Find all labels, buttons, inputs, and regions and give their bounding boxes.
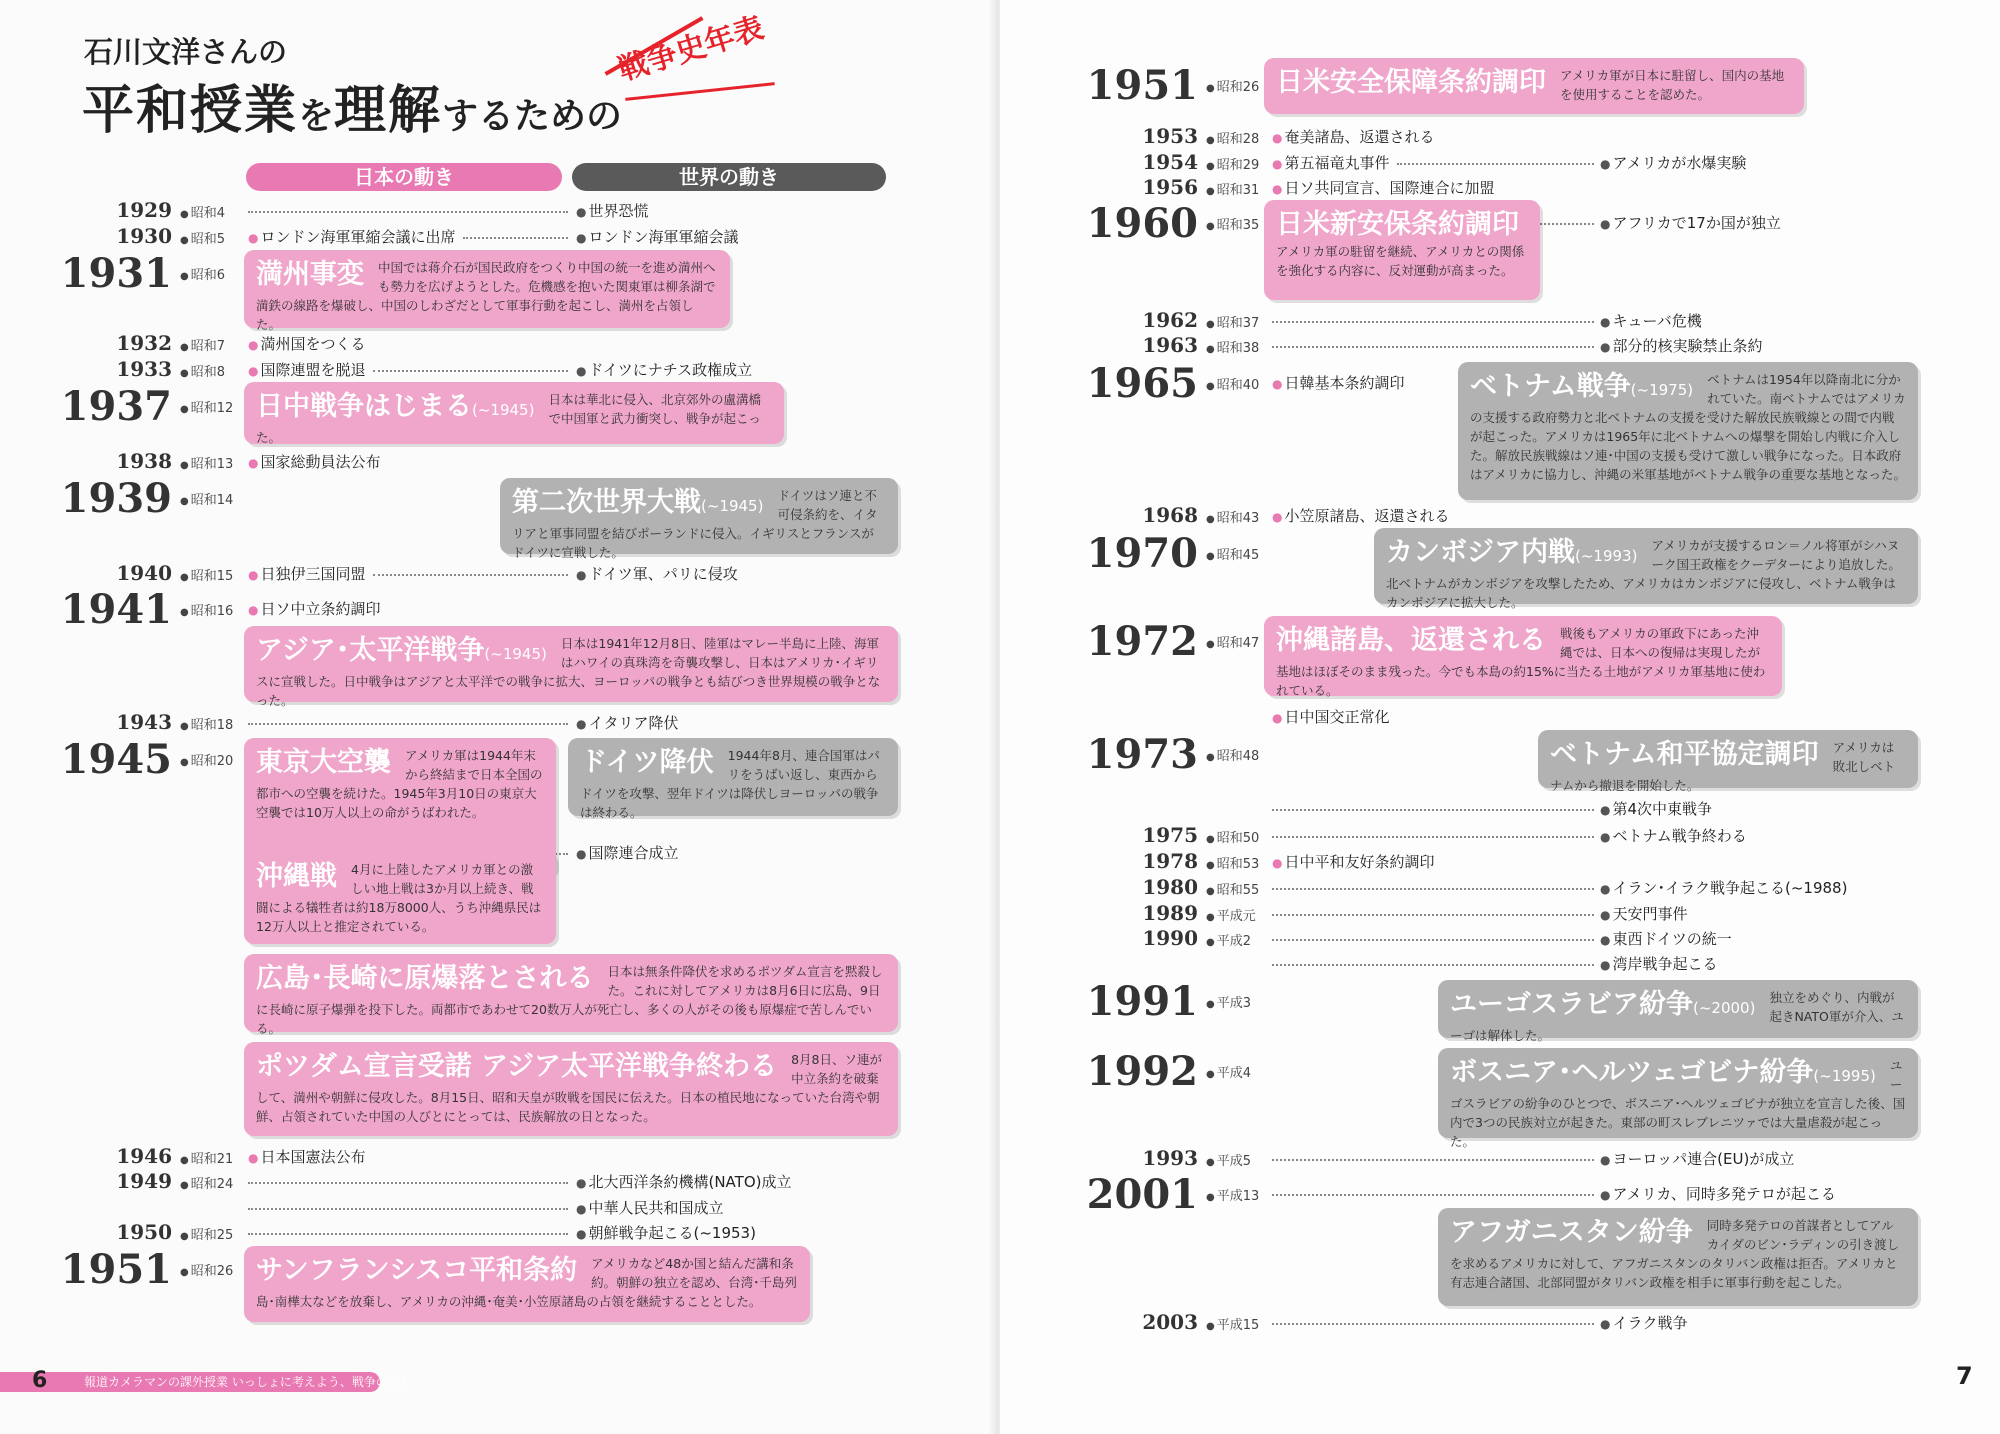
event-title — [256, 1254, 577, 1288]
era-label: ● 昭和31 — [1206, 179, 1259, 198]
world-event: ● 中華人民共和国成立 — [576, 1197, 724, 1218]
event-range: (~1995) — [1813, 1067, 1876, 1085]
event-description: 日本は1941年12月8日、陸軍はマレー半島に上陸、海軍はハワイの真珠湾を奇襲攻撃し、日本はアメリカ･イギリスに宣戦した。日中戦争はアジアと太平洋での戦争に拡大、ヨーロッパの戦争とも結びつき世界規模の戦争となった。 — [256, 636, 881, 708]
event-description: 1944年8月、連合国軍はパリをうばい返し、東西からドイツを攻撃、翌年ドイツは降伏しヨーロッパの戦争は終わる。 — [580, 748, 880, 820]
era-label: ● 昭和5 — [180, 228, 225, 247]
year-label: 1933 — [116, 357, 172, 381]
event-description: 8月8日、ソ連が中立条約を破棄して、満州や朝鮮に侵攻した。8月15日、昭和天皇が敗戦を国民に伝えた。日本の植民地になっていた台湾や朝鮮、占領されていた中国の人びとにとっては、民族解放の日となった。 — [256, 1052, 882, 1124]
year-label: 1978 — [1142, 849, 1198, 873]
header-japan: 日本の動き — [246, 163, 562, 191]
japan-event: ● 日独伊三国同盟 — [248, 563, 366, 584]
event-description: アメリカが支援するロン＝ノル将軍がシハヌーク国王政権をクーデターにより追放した。北ベトナムがカンボジアを攻撃したため、アメリカはカンボジアに侵攻し、ベトナム戦争はカンボジアに拡大した。 — [1386, 538, 1901, 610]
event-title — [256, 390, 534, 427]
era-label: ● 昭和20 — [180, 750, 233, 769]
right-event-boxes — [1000, 0, 2000, 1434]
era-label: ● 昭和26 — [180, 1260, 233, 1279]
event-range: (~1945) — [484, 645, 547, 663]
era-label: ● 昭和24 — [180, 1173, 233, 1192]
era-label: ● 昭和35 — [1206, 214, 1259, 233]
world-event: ● キューバ危機 — [1600, 310, 1702, 331]
world-event: ● 東西ドイツの統一 — [1600, 928, 1732, 949]
year-label: 1970 — [1086, 530, 1198, 577]
year-label: 1968 — [1142, 503, 1198, 527]
world-event: ● ロンドン海軍軍縮会議 — [576, 226, 739, 247]
event-box — [244, 1246, 810, 1322]
year-label: 1963 — [1142, 333, 1198, 357]
year-label: 2001 — [1086, 1171, 1198, 1218]
year-label: 1962 — [1142, 308, 1198, 332]
event-description: 日本は無条件降伏を求めるポツダム宣言を黙殺した。これに対してアメリカは8月6日に広島、9日に長崎に原子爆弾を投下した。両都市であわせて20数万人が死亡し、多くの人がその後も原爆症で苦しんでいる。 — [256, 964, 883, 1036]
world-event: ● イタリア降伏 — [576, 712, 679, 733]
event-title — [1276, 66, 1546, 100]
japan-event: ● 日中国交正常化 — [1272, 706, 1390, 727]
year-label: 1990 — [1142, 926, 1198, 950]
year-label: 1931 — [60, 250, 172, 297]
event-title-text: 東京大空襲 — [256, 747, 391, 778]
event-title — [1386, 536, 1637, 573]
year-label: 1946 — [116, 1144, 172, 1168]
event-title-text: 広島･長崎に原爆落とされる — [256, 963, 594, 994]
left-event-boxes — [0, 0, 996, 1434]
world-event: ● 湾岸戦争起こる — [1600, 953, 1718, 974]
event-title — [1276, 208, 1519, 242]
era-label: ● 昭和48 — [1206, 745, 1259, 764]
event-description: ドイツはソ連と不可侵条約を、イタリアと軍事同盟を結びポーランドに侵入。イギリスとフランスがドイツに宣戦した。 — [512, 488, 878, 560]
era-label: ● 昭和45 — [1206, 544, 1259, 563]
event-box — [244, 852, 556, 944]
event-title — [1450, 1216, 1693, 1250]
event-box — [1438, 1048, 1918, 1149]
event-title-text: 満州事変 — [256, 259, 364, 290]
year-label: 1956 — [1142, 175, 1198, 199]
world-event: ● ドイツ軍、パリに侵攻 — [576, 563, 738, 584]
event-title-text: 第二次世界大戦 — [512, 487, 701, 518]
event-title-text: ベトナム和平協定調印 — [1550, 739, 1819, 770]
era-label: ● 平成5 — [1206, 1150, 1251, 1169]
world-event: ● ヨーロッパ連合(EU)が成立 — [1600, 1148, 1794, 1169]
event-box — [244, 1042, 898, 1136]
event-box — [1538, 730, 1918, 793]
year-label: 2003 — [1142, 1310, 1198, 1334]
era-label: ● 昭和50 — [1206, 827, 1259, 846]
year-label: 1930 — [116, 224, 172, 248]
year-label: 1965 — [1086, 360, 1198, 407]
event-title-text: 沖縄戦 — [256, 861, 337, 892]
event-title-text: 沖縄諸島、返還される — [1276, 625, 1546, 656]
event-range: (~1993) — [1575, 547, 1638, 565]
event-title — [256, 962, 594, 996]
event-box — [244, 626, 898, 708]
era-label: ● 昭和25 — [180, 1224, 233, 1243]
year-label: 1960 — [1086, 200, 1198, 247]
era-label: ● 昭和4 — [180, 202, 225, 221]
era-label: ● 昭和37 — [1206, 312, 1259, 331]
event-description: ユーゴスラビアの紛争のひとつで、ボスニア･ヘルツェゴビナが独立を宣言した後、国内で3つの民族対立が起きた。東部の町スレブレニツァでは大量虐殺が起こった。 — [1450, 1058, 1906, 1149]
event-description: 独立をめぐり、内戦が起きNATO軍が介入、ユーゴは解体した。 — [1450, 990, 1904, 1043]
event-description: アメリカなど48か国と結んだ講和条約。朝鮮の独立を認め、台湾･千島列島･南樺太などを放棄し、アメリカの沖縄･奄美･小笠原諸島の占領を継続することとした。 — [256, 1256, 797, 1309]
year-label: 1937 — [60, 383, 172, 430]
world-event: ● アメリカ、同時多発テロが起こる — [1600, 1183, 1836, 1204]
event-range: (~1945) — [701, 497, 764, 515]
event-title — [1450, 1056, 1876, 1093]
era-label: ● 平成13 — [1206, 1185, 1259, 1204]
japan-event: ● 満州国をつくる — [248, 333, 366, 354]
japan-event: ● 第五福竜丸事件 — [1272, 152, 1390, 173]
title-subtitle: 石川文洋さんの — [84, 35, 288, 69]
japan-event: ● 奄美諸島、返還される — [1272, 126, 1435, 147]
world-event: ● 天安門事件 — [1600, 903, 1688, 924]
era-label: ● 昭和21 — [180, 1148, 233, 1167]
title-part-b: を — [298, 96, 335, 137]
year-label: 1943 — [116, 710, 172, 734]
japan-event: ● 日韓基本条約調印 — [1272, 372, 1405, 393]
footer-text: 報道カメラマンの課外授業 いっしょに考えよう、戦争のこと — [84, 1375, 412, 1389]
event-title — [256, 746, 391, 780]
event-title-text: ポツダム宣言受諾 アジア太平洋戦争終わる — [256, 1051, 778, 1082]
event-title — [256, 1050, 777, 1084]
year-label: 1973 — [1086, 731, 1198, 778]
event-description: アメリカ軍の駐留を継続、アメリカとの関係を強化する内容に、反対運動が高まった。 — [1276, 244, 1525, 278]
year-label: 1992 — [1086, 1048, 1198, 1095]
year-label: 1972 — [1086, 618, 1198, 665]
era-label: ● 平成3 — [1206, 992, 1251, 1011]
event-title — [1276, 624, 1546, 658]
year-label: 1954 — [1142, 150, 1198, 174]
era-label: ● 平成2 — [1206, 930, 1251, 949]
japan-event: ● 日中平和友好条約調印 — [1272, 851, 1435, 872]
era-label: ● 昭和7 — [180, 335, 225, 354]
year-label: 1940 — [116, 561, 172, 585]
era-label: ● 昭和55 — [1206, 879, 1259, 898]
era-label: ● 平成4 — [1206, 1062, 1251, 1081]
japan-event: ● ロンドン海軍軍縮会議に出席 — [248, 226, 456, 247]
event-box — [1264, 200, 1540, 300]
event-title — [1470, 370, 1693, 407]
event-title-text: サンフランシスコ平和条約 — [256, 1255, 578, 1286]
era-label: ● 昭和53 — [1206, 853, 1259, 872]
event-box — [1438, 1208, 1918, 1306]
era-label: ● 平成元 — [1206, 905, 1256, 924]
event-title — [1450, 988, 1755, 1025]
title-part-d: するための — [442, 96, 623, 137]
world-event: ● 国際連合成立 — [576, 842, 679, 863]
year-label: 1980 — [1142, 875, 1198, 899]
event-description: 中国では蒋介石が国民政府をつくり中国の統一を進め満州へも勢力を広げようとした。危機感を抱いた関東軍は柳条湖で満鉄の線路を爆破し、中国のしわざだとして軍事行動を起こし、満州を占領した。 — [256, 260, 716, 332]
era-label: ● 昭和6 — [180, 264, 225, 283]
event-title-text: ユーゴスラビア紛争 — [1450, 989, 1693, 1020]
world-event: ● アメリカが水爆実験 — [1600, 152, 1746, 173]
event-box — [1458, 362, 1918, 500]
era-label: ● 昭和15 — [180, 565, 233, 584]
event-title — [1550, 738, 1819, 772]
event-range: (~1945) — [472, 401, 535, 419]
right-page — [1000, 0, 2000, 1434]
era-label: ● 昭和18 — [180, 714, 233, 733]
event-title — [580, 746, 714, 780]
world-event: ● アフリカで17か国が独立 — [1600, 212, 1781, 233]
era-label: ● 昭和14 — [180, 489, 233, 508]
header-world: 世界の動き — [572, 163, 886, 191]
era-label: ● 昭和47 — [1206, 632, 1259, 651]
japan-event: ● 国際連盟を脱退 — [248, 359, 366, 380]
page-number-left: 6 — [32, 1368, 48, 1393]
event-title — [256, 860, 337, 894]
event-box — [244, 954, 898, 1036]
world-event: ● 北大西洋条約機構(NATO)成立 — [576, 1171, 791, 1192]
era-label: ● 昭和28 — [1206, 128, 1259, 147]
event-range: (~1975) — [1630, 381, 1694, 399]
japan-event: ● 日本国憲法公布 — [248, 1146, 366, 1167]
title-stamp: 戦争史年表 — [614, 10, 768, 89]
year-label: 1951 — [1086, 62, 1198, 109]
era-label: ● 昭和43 — [1206, 507, 1259, 526]
event-description: ベトナムは1954年以降南北に分かれていた。南ベトナムではアメリカの支援する政府勢力と北ベトナムの支援を受けた解放民族戦線との間で内戦が起こった。アメリカは1965年に北ベトナムへの爆撃を開始し内戦に介入した。解放民族戦線はソ連･中国の支援も受けて激しい戦争になった。日本政府はアメリカに協力し、沖縄の米軍基地がベトナム戦争の重要な基地となった。 — [1470, 372, 1907, 482]
event-box — [1374, 528, 1918, 610]
era-label: ● 昭和12 — [180, 397, 233, 416]
year-label: 1939 — [60, 475, 172, 522]
event-description: 4月に上陸したアメリカ軍との激しい地上戦は3か月以上続き、戦闘による犠牲者は約18万8000人、うち沖縄県民は12万人以上と推定されている。 — [256, 862, 542, 934]
event-title-text: アフガニスタン紛争 — [1450, 1217, 1693, 1248]
year-label: 1975 — [1142, 823, 1198, 847]
year-label: 1945 — [60, 736, 172, 783]
world-event: ● ドイツにナチス政権成立 — [576, 359, 752, 380]
era-label: ● 昭和13 — [180, 453, 233, 472]
year-label: 1951 — [60, 1246, 172, 1293]
page-number-right: 7 — [1956, 1362, 1973, 1390]
japan-event: ● 国家総動員法公布 — [248, 451, 381, 472]
era-label: ● 昭和38 — [1206, 337, 1259, 356]
year-label: 1991 — [1086, 978, 1198, 1025]
left-page — [0, 0, 996, 1434]
era-label: ● 平成15 — [1206, 1314, 1259, 1333]
event-title-text: カンボジア内戦 — [1386, 537, 1575, 568]
event-title-text: 日米新安保条約調印 — [1276, 209, 1519, 240]
event-description: アメリカ軍が日本に駐留し、国内の基地を使用することを認めた。 — [1560, 68, 1785, 102]
event-title-text: アジア･太平洋戦争 — [256, 635, 485, 666]
japan-event: ● 日ソ共同宣言、国際連合に加盟 — [1272, 177, 1495, 198]
era-label: ● 昭和40 — [1206, 374, 1259, 393]
year-label: 1950 — [116, 1220, 172, 1244]
world-event: ● 朝鮮戦争起こる(~1953) — [576, 1222, 756, 1243]
event-box — [500, 478, 898, 560]
event-description: 同時多発テロの首謀者としてアルカイダのビン･ラディンの引き渡しを求めるアメリカに対して、アフガニスタンのタリバン政権は拒否。アメリカと有志連合諸国、北部同盟がタリバン政権を相手に軍事行動を起こした。 — [1450, 1218, 1900, 1290]
world-event: ● 世界恐慌 — [576, 200, 649, 221]
year-label: 1941 — [60, 586, 172, 633]
event-range: (~2000) — [1693, 999, 1756, 1017]
event-box — [1438, 980, 1918, 1043]
world-event: ● 部分的核実験禁止条約 — [1600, 335, 1763, 356]
event-title-text: ドイツ降伏 — [580, 747, 714, 778]
year-label: 1953 — [1142, 124, 1198, 148]
world-event: ● 第4次中東戦争 — [1600, 798, 1712, 819]
event-description: 日本は華北に侵入、北京郊外の盧溝橋で中国軍と武力衝突し、戦争が起こった。 — [256, 392, 761, 445]
world-event: ● イラク戦争 — [1600, 1312, 1688, 1333]
event-box — [244, 382, 784, 444]
japan-event: ● 小笠原諸島、返還される — [1272, 505, 1450, 526]
event-title-text: 日米安全保障条約調印 — [1276, 67, 1546, 98]
year-label: 1938 — [116, 449, 172, 473]
japan-event: ● 日ソ中立条約調印 — [248, 598, 381, 619]
year-label: 1993 — [1142, 1146, 1198, 1170]
event-box — [244, 250, 730, 332]
event-description: アメリカ軍は1944年末から終結まで日本全国の都市への空襲を続けた。1945年3月10日の東京大空襲では10万人以上の命がうばわれた。 — [256, 748, 543, 820]
year-label: 1932 — [116, 331, 172, 355]
event-title — [256, 634, 547, 671]
world-event: ● イラン･イラク戦争起こる(~1988) — [1600, 877, 1847, 898]
event-title-text: ベトナム戦争 — [1470, 371, 1631, 402]
year-label: 1989 — [1142, 901, 1198, 925]
era-label: ● 昭和8 — [180, 361, 225, 380]
event-description: アメリカは敗北しベトナムから撤退を開始した。 — [1550, 740, 1896, 793]
event-title — [512, 486, 763, 523]
event-title-text: 日中戦争はじまる — [256, 391, 472, 422]
title-part-a: 平和授業 — [82, 81, 299, 141]
title-part-c: 理解 — [334, 81, 443, 141]
era-label: ● 昭和29 — [1206, 154, 1259, 173]
event-box — [1264, 616, 1782, 696]
era-label: ● 昭和16 — [180, 600, 233, 619]
event-box — [568, 738, 898, 820]
event-description: 戦後もアメリカの軍政下にあった沖縄では、日本への復帰は実現したが基地はほぼそのまま残った。今でも本島の約15%に当たる土地がアメリカ軍基地に使われている。 — [1276, 626, 1766, 698]
event-title-text: ボスニア･ヘルツェゴビナ紛争 — [1450, 1057, 1814, 1088]
year-label: 1929 — [116, 198, 172, 222]
year-label: 1949 — [116, 1169, 172, 1193]
era-label: ● 昭和26 — [1206, 76, 1259, 95]
event-box — [1264, 58, 1804, 114]
event-title — [256, 258, 364, 292]
world-event: ● ベトナム戦争終わる — [1600, 825, 1747, 846]
